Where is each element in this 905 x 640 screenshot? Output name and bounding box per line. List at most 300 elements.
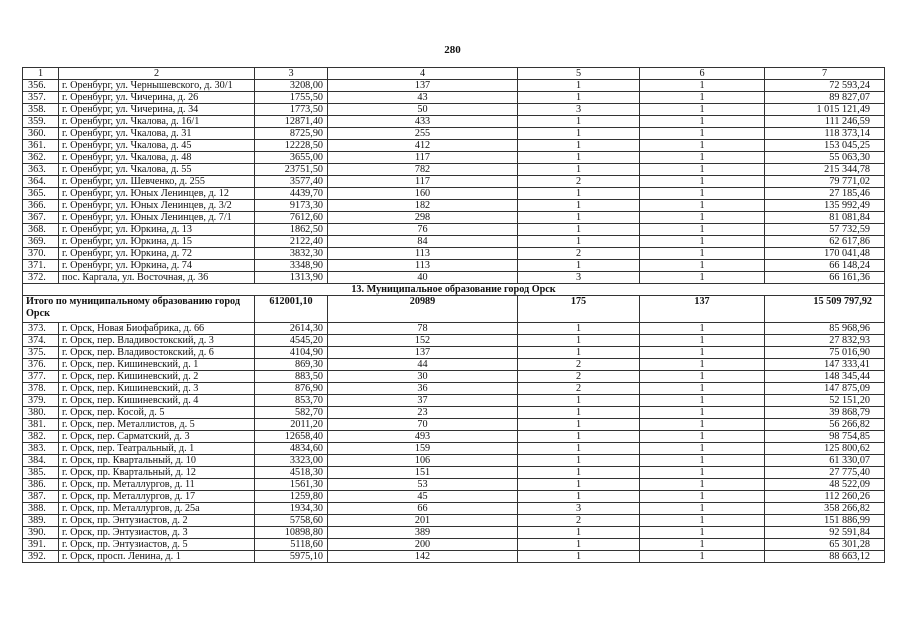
table-row xyxy=(23,236,885,248)
cell-residents: 78 xyxy=(328,323,518,335)
cell-col-5: 1 xyxy=(518,539,640,551)
cell-row-number: 385. xyxy=(23,467,59,479)
cell-col-6: 1 xyxy=(640,503,765,515)
cell-row-number: 375. xyxy=(23,347,59,359)
cell-area: 1561,30 xyxy=(255,479,328,491)
cell-row-number: 367. xyxy=(23,212,59,224)
cell-row-number: 376. xyxy=(23,359,59,371)
cell-row-number: 383. xyxy=(23,443,59,455)
cell-address: г. Орск, пр. Энтузиастов, д. 2 xyxy=(59,515,255,527)
cell-row-number: 356. xyxy=(23,80,59,92)
cell-area: 3832,30 xyxy=(255,248,328,260)
cell-address: г. Оренбург, ул. Чкалова, д. 31 xyxy=(59,128,255,140)
cell-row-number: 384. xyxy=(23,455,59,467)
cell-row-number: 364. xyxy=(23,176,59,188)
cell-row-number: 380. xyxy=(23,407,59,419)
cell-residents: 36 xyxy=(328,383,518,395)
cell-area: 3208,00 xyxy=(255,80,328,92)
total-label: Итого по муниципальному образованию город Орск xyxy=(23,296,255,323)
cell-residents: 255 xyxy=(328,128,518,140)
cell-amount: 1 015 121,49 xyxy=(765,104,885,116)
table-row xyxy=(23,323,885,335)
column-header: 4 xyxy=(328,68,518,80)
cell-amount: 88 663,12 xyxy=(765,551,885,563)
table-row xyxy=(23,455,885,467)
section-title: 13. Муниципальное образование город Орск xyxy=(23,284,885,296)
cell-residents: 76 xyxy=(328,224,518,236)
cell-amount: 170 041,48 xyxy=(765,248,885,260)
cell-residents: 152 xyxy=(328,335,518,347)
table-row xyxy=(23,371,885,383)
cell-col-6: 1 xyxy=(640,272,765,284)
cell-amount: 89 827,07 xyxy=(765,92,885,104)
cell-residents: 66 xyxy=(328,503,518,515)
cell-col-5: 1 xyxy=(518,260,640,272)
cell-residents: 137 xyxy=(328,347,518,359)
cell-row-number: 381. xyxy=(23,419,59,431)
cell-amount: 39 868,79 xyxy=(765,407,885,419)
cell-area: 582,70 xyxy=(255,407,328,419)
cell-col-5: 1 xyxy=(518,335,640,347)
cell-amount: 153 045,25 xyxy=(765,140,885,152)
cell-residents: 433 xyxy=(328,116,518,128)
cell-amount: 27 185,46 xyxy=(765,188,885,200)
table-row xyxy=(23,272,885,284)
cell-col-6: 1 xyxy=(640,551,765,563)
cell-area: 8725,90 xyxy=(255,128,328,140)
cell-amount: 72 593,24 xyxy=(765,80,885,92)
cell-amount: 148 345,44 xyxy=(765,371,885,383)
cell-residents: 70 xyxy=(328,419,518,431)
cell-address: г. Орск, пер. Владивостокский, д. 3 xyxy=(59,335,255,347)
table-row xyxy=(23,395,885,407)
table-row xyxy=(23,359,885,371)
cell-row-number: 365. xyxy=(23,188,59,200)
cell-col-5: 2 xyxy=(518,176,640,188)
cell-amount: 56 266,82 xyxy=(765,419,885,431)
cell-row-number: 372. xyxy=(23,272,59,284)
table-row xyxy=(23,527,885,539)
cell-amount: 147 333,41 xyxy=(765,359,885,371)
cell-residents: 298 xyxy=(328,212,518,224)
cell-col-6: 1 xyxy=(640,104,765,116)
cell-address: г. Орск, пр. Металлургов, д. 11 xyxy=(59,479,255,491)
cell-area: 12871,40 xyxy=(255,116,328,128)
cell-address: г. Оренбург, ул. Чкалова, д. 48 xyxy=(59,152,255,164)
table-row xyxy=(23,92,885,104)
cell-col-5: 1 xyxy=(518,479,640,491)
cell-address: г. Оренбург, ул. Юных Ленинцев, д. 7/1 xyxy=(59,212,255,224)
cell-row-number: 362. xyxy=(23,152,59,164)
cell-row-number: 391. xyxy=(23,539,59,551)
cell-residents: 30 xyxy=(328,371,518,383)
cell-col-5: 1 xyxy=(518,455,640,467)
cell-address: г. Орск, просп. Ленина, д. 1 xyxy=(59,551,255,563)
cell-col-6: 1 xyxy=(640,260,765,272)
cell-address: г. Орск, Новая Биофабрика, д. 66 xyxy=(59,323,255,335)
cell-amount: 151 886,99 xyxy=(765,515,885,527)
cell-residents: 113 xyxy=(328,260,518,272)
cell-col-5: 3 xyxy=(518,104,640,116)
cell-address: г. Орск, пер. Театральный, д. 1 xyxy=(59,443,255,455)
cell-area: 12658,40 xyxy=(255,431,328,443)
cell-col-6: 1 xyxy=(640,431,765,443)
cell-row-number: 357. xyxy=(23,92,59,104)
cell-col-6: 1 xyxy=(640,236,765,248)
cell-col-5: 1 xyxy=(518,140,640,152)
cell-amount: 57 732,59 xyxy=(765,224,885,236)
cell-col-6: 1 xyxy=(640,176,765,188)
cell-row-number: 371. xyxy=(23,260,59,272)
cell-col-5: 1 xyxy=(518,443,640,455)
table-row xyxy=(23,104,885,116)
cell-amount: 65 301,28 xyxy=(765,539,885,551)
cell-residents: 201 xyxy=(328,515,518,527)
cell-area: 4439,70 xyxy=(255,188,328,200)
cell-area: 2122,40 xyxy=(255,236,328,248)
cell-col-6: 1 xyxy=(640,224,765,236)
table-row xyxy=(23,128,885,140)
cell-address: г. Орск, пр. Металлургов, д. 17 xyxy=(59,491,255,503)
cell-address: г. Орск, пер. Металлистов, д. 5 xyxy=(59,419,255,431)
table-row xyxy=(23,479,885,491)
cell-col-5: 1 xyxy=(518,80,640,92)
cell-row-number: 359. xyxy=(23,116,59,128)
cell-row-number: 386. xyxy=(23,479,59,491)
table-row xyxy=(23,551,885,563)
table-row xyxy=(23,176,885,188)
cell-col-5: 3 xyxy=(518,272,640,284)
cell-address: г. Орск, пер. Кишиневский, д. 2 xyxy=(59,371,255,383)
cell-amount: 85 968,96 xyxy=(765,323,885,335)
table-row xyxy=(23,80,885,92)
cell-residents: 412 xyxy=(328,140,518,152)
cell-address: г. Орск, пр. Квартальный, д. 12 xyxy=(59,467,255,479)
table-row xyxy=(23,248,885,260)
table-row xyxy=(23,335,885,347)
cell-area: 2614,30 xyxy=(255,323,328,335)
cell-col-5: 1 xyxy=(518,236,640,248)
cell-area: 4834,60 xyxy=(255,443,328,455)
cell-amount: 215 344,78 xyxy=(765,164,885,176)
cell-area: 5118,60 xyxy=(255,539,328,551)
cell-amount: 66 161,36 xyxy=(765,272,885,284)
cell-row-number: 361. xyxy=(23,140,59,152)
cell-row-number: 378. xyxy=(23,383,59,395)
cell-row-number: 360. xyxy=(23,128,59,140)
cell-col-6: 1 xyxy=(640,248,765,260)
cell-address: г. Орск, пер. Владивостокский, д. 6 xyxy=(59,347,255,359)
cell-amount: 98 754,85 xyxy=(765,431,885,443)
cell-col-5: 2 xyxy=(518,359,640,371)
table-row xyxy=(23,467,885,479)
cell-area: 2011,20 xyxy=(255,419,328,431)
cell-col-5: 1 xyxy=(518,347,640,359)
header-row xyxy=(23,68,885,80)
column-header: 5 xyxy=(518,68,640,80)
cell-col-5: 1 xyxy=(518,164,640,176)
cell-residents: 182 xyxy=(328,200,518,212)
cell-col-5: 1 xyxy=(518,407,640,419)
cell-amount: 358 266,82 xyxy=(765,503,885,515)
cell-col-6: 1 xyxy=(640,479,765,491)
cell-col-5: 1 xyxy=(518,128,640,140)
table-row xyxy=(23,224,885,236)
cell-row-number: 373. xyxy=(23,323,59,335)
cell-address: г. Оренбург, ул. Чкалова, д. 55 xyxy=(59,164,255,176)
cell-area: 4545,20 xyxy=(255,335,328,347)
total-amount: 15 509 797,92 xyxy=(765,296,885,323)
cell-row-number: 363. xyxy=(23,164,59,176)
cell-address: г. Орск, пр. Металлургов, д. 25а xyxy=(59,503,255,515)
cell-col-6: 1 xyxy=(640,539,765,551)
cell-col-6: 1 xyxy=(640,335,765,347)
cell-amount: 52 151,20 xyxy=(765,395,885,407)
cell-col-6: 1 xyxy=(640,188,765,200)
cell-area: 3655,00 xyxy=(255,152,328,164)
total-residents: 20989 xyxy=(328,296,518,323)
table-row xyxy=(23,419,885,431)
cell-col-6: 1 xyxy=(640,407,765,419)
table-row xyxy=(23,431,885,443)
table-row xyxy=(23,383,885,395)
table-row xyxy=(23,140,885,152)
cell-area: 5975,10 xyxy=(255,551,328,563)
cell-col-6: 1 xyxy=(640,443,765,455)
cell-residents: 117 xyxy=(328,152,518,164)
cell-col-6: 1 xyxy=(640,164,765,176)
cell-area: 1934,30 xyxy=(255,503,328,515)
cell-residents: 23 xyxy=(328,407,518,419)
cell-address: г. Оренбург, ул. Юркина, д. 72 xyxy=(59,248,255,260)
cell-area: 1259,80 xyxy=(255,491,328,503)
cell-amount: 135 992,49 xyxy=(765,200,885,212)
cell-row-number: 358. xyxy=(23,104,59,116)
cell-col-6: 1 xyxy=(640,455,765,467)
cell-residents: 43 xyxy=(328,92,518,104)
cell-row-number: 387. xyxy=(23,491,59,503)
cell-col-5: 1 xyxy=(518,212,640,224)
cell-address: г. Орск, пер. Кишиневский, д. 1 xyxy=(59,359,255,371)
cell-residents: 389 xyxy=(328,527,518,539)
cell-col-5: 1 xyxy=(518,527,640,539)
cell-col-6: 1 xyxy=(640,347,765,359)
cell-area: 23751,50 xyxy=(255,164,328,176)
cell-col-6: 1 xyxy=(640,80,765,92)
cell-address: г. Орск, пер. Кишиневский, д. 4 xyxy=(59,395,255,407)
table-row xyxy=(23,164,885,176)
cell-row-number: 366. xyxy=(23,200,59,212)
cell-residents: 53 xyxy=(328,479,518,491)
cell-col-6: 1 xyxy=(640,200,765,212)
cell-residents: 782 xyxy=(328,164,518,176)
column-header: 1 xyxy=(23,68,59,80)
cell-area: 3323,00 xyxy=(255,455,328,467)
cell-residents: 137 xyxy=(328,80,518,92)
cell-col-6: 1 xyxy=(640,116,765,128)
cell-amount: 62 617,86 xyxy=(765,236,885,248)
cell-address: г. Оренбург, ул. Юных Ленинцев, д. 12 xyxy=(59,188,255,200)
cell-col-5: 2 xyxy=(518,371,640,383)
cell-area: 1313,90 xyxy=(255,272,328,284)
cell-address: г. Оренбург, ул. Чкалова, д. 45 xyxy=(59,140,255,152)
cell-col-5: 1 xyxy=(518,200,640,212)
cell-col-5: 1 xyxy=(518,323,640,335)
table-row xyxy=(23,503,885,515)
cell-area: 1862,50 xyxy=(255,224,328,236)
cell-address: пос. Каргала, ул. Восточная, д. 36 xyxy=(59,272,255,284)
cell-area: 4104,90 xyxy=(255,347,328,359)
housing-table xyxy=(22,67,885,563)
cell-address: г. Оренбург, ул. Чичерина, д. 34 xyxy=(59,104,255,116)
cell-col-5: 1 xyxy=(518,152,640,164)
cell-address: г. Оренбург, ул. Юркина, д. 13 xyxy=(59,224,255,236)
cell-row-number: 392. xyxy=(23,551,59,563)
cell-col-6: 1 xyxy=(640,128,765,140)
cell-address: г. Оренбург, ул. Чкалова, д. 16/1 xyxy=(59,116,255,128)
cell-col-5: 2 xyxy=(518,515,640,527)
table-row xyxy=(23,347,885,359)
cell-col-6: 1 xyxy=(640,359,765,371)
table-row xyxy=(23,260,885,272)
cell-amount: 75 016,90 xyxy=(765,347,885,359)
cell-address: г. Орск, пр. Квартальный, д. 10 xyxy=(59,455,255,467)
cell-area: 3348,90 xyxy=(255,260,328,272)
cell-row-number: 369. xyxy=(23,236,59,248)
cell-amount: 118 373,14 xyxy=(765,128,885,140)
cell-residents: 40 xyxy=(328,272,518,284)
total-area: 612001,10 xyxy=(255,296,328,323)
cell-row-number: 389. xyxy=(23,515,59,527)
cell-amount: 147 875,09 xyxy=(765,383,885,395)
cell-address: г. Оренбург, ул. Юркина, д. 15 xyxy=(59,236,255,248)
cell-address: г. Орск, пр. Энтузиастов, д. 3 xyxy=(59,527,255,539)
cell-area: 9173,30 xyxy=(255,200,328,212)
cell-row-number: 379. xyxy=(23,395,59,407)
cell-col-5: 2 xyxy=(518,383,640,395)
cell-col-6: 1 xyxy=(640,323,765,335)
cell-amount: 55 063,30 xyxy=(765,152,885,164)
cell-row-number: 374. xyxy=(23,335,59,347)
table-row xyxy=(23,212,885,224)
cell-area: 876,90 xyxy=(255,383,328,395)
table-row xyxy=(23,407,885,419)
cell-area: 12228,50 xyxy=(255,140,328,152)
cell-row-number: 368. xyxy=(23,224,59,236)
table-row xyxy=(23,443,885,455)
cell-col-6: 1 xyxy=(640,515,765,527)
cell-address: г. Орск, пер. Кишиневский, д. 3 xyxy=(59,383,255,395)
cell-col-6: 1 xyxy=(640,140,765,152)
cell-amount: 48 522,09 xyxy=(765,479,885,491)
table-row xyxy=(23,515,885,527)
cell-col-5: 3 xyxy=(518,503,640,515)
cell-residents: 37 xyxy=(328,395,518,407)
cell-row-number: 388. xyxy=(23,503,59,515)
cell-residents: 45 xyxy=(328,491,518,503)
cell-residents: 50 xyxy=(328,104,518,116)
column-header: 2 xyxy=(59,68,255,80)
cell-address: г. Оренбург, ул. Чернышевского, д. 30/1 xyxy=(59,80,255,92)
cell-amount: 92 591,84 xyxy=(765,527,885,539)
cell-residents: 151 xyxy=(328,467,518,479)
section-row xyxy=(23,284,885,296)
cell-col-6: 1 xyxy=(640,419,765,431)
cell-area: 853,70 xyxy=(255,395,328,407)
cell-amount: 81 081,84 xyxy=(765,212,885,224)
cell-amount: 79 771,02 xyxy=(765,176,885,188)
cell-col-5: 1 xyxy=(518,188,640,200)
cell-col-6: 1 xyxy=(640,467,765,479)
cell-area: 883,50 xyxy=(255,371,328,383)
cell-amount: 27 832,93 xyxy=(765,335,885,347)
cell-row-number: 390. xyxy=(23,527,59,539)
table-row xyxy=(23,539,885,551)
cell-amount: 61 330,07 xyxy=(765,455,885,467)
cell-row-number: 377. xyxy=(23,371,59,383)
cell-residents: 142 xyxy=(328,551,518,563)
cell-address: г. Оренбург, ул. Юных Ленинцев, д. 3/2 xyxy=(59,200,255,212)
cell-col-6: 1 xyxy=(640,212,765,224)
cell-col-6: 1 xyxy=(640,152,765,164)
total-col-6: 137 xyxy=(640,296,765,323)
cell-residents: 44 xyxy=(328,359,518,371)
cell-col-6: 1 xyxy=(640,491,765,503)
cell-residents: 200 xyxy=(328,539,518,551)
table-row xyxy=(23,188,885,200)
cell-col-5: 1 xyxy=(518,491,640,503)
cell-address: г. Орск, пер. Косой, д. 5 xyxy=(59,407,255,419)
cell-amount: 66 148,24 xyxy=(765,260,885,272)
cell-col-5: 1 xyxy=(518,431,640,443)
cell-area: 1773,50 xyxy=(255,104,328,116)
cell-col-5: 1 xyxy=(518,224,640,236)
cell-residents: 106 xyxy=(328,455,518,467)
cell-col-5: 1 xyxy=(518,395,640,407)
cell-area: 1755,50 xyxy=(255,92,328,104)
cell-amount: 125 800,62 xyxy=(765,443,885,455)
cell-row-number: 382. xyxy=(23,431,59,443)
page-number: 280 xyxy=(444,44,461,56)
cell-area: 7612,60 xyxy=(255,212,328,224)
cell-residents: 113 xyxy=(328,248,518,260)
cell-col-6: 1 xyxy=(640,371,765,383)
cell-address: г. Оренбург, ул. Юркина, д. 74 xyxy=(59,260,255,272)
cell-address: г. Орск, пер. Сарматский, д. 3 xyxy=(59,431,255,443)
table-row xyxy=(23,200,885,212)
total-row xyxy=(23,296,885,323)
cell-residents: 159 xyxy=(328,443,518,455)
cell-col-6: 1 xyxy=(640,395,765,407)
cell-col-5: 1 xyxy=(518,92,640,104)
cell-area: 5758,60 xyxy=(255,515,328,527)
cell-area: 869,30 xyxy=(255,359,328,371)
cell-address: г. Оренбург, ул. Шевченко, д. 255 xyxy=(59,176,255,188)
cell-residents: 84 xyxy=(328,236,518,248)
cell-residents: 493 xyxy=(328,431,518,443)
cell-residents: 160 xyxy=(328,188,518,200)
cell-area: 4518,30 xyxy=(255,467,328,479)
column-header: 3 xyxy=(255,68,328,80)
cell-row-number: 370. xyxy=(23,248,59,260)
cell-area: 3577,40 xyxy=(255,176,328,188)
table-row xyxy=(23,116,885,128)
column-header: 6 xyxy=(640,68,765,80)
cell-col-5: 1 xyxy=(518,467,640,479)
cell-residents: 117 xyxy=(328,176,518,188)
cell-col-5: 1 xyxy=(518,551,640,563)
table-row xyxy=(23,491,885,503)
